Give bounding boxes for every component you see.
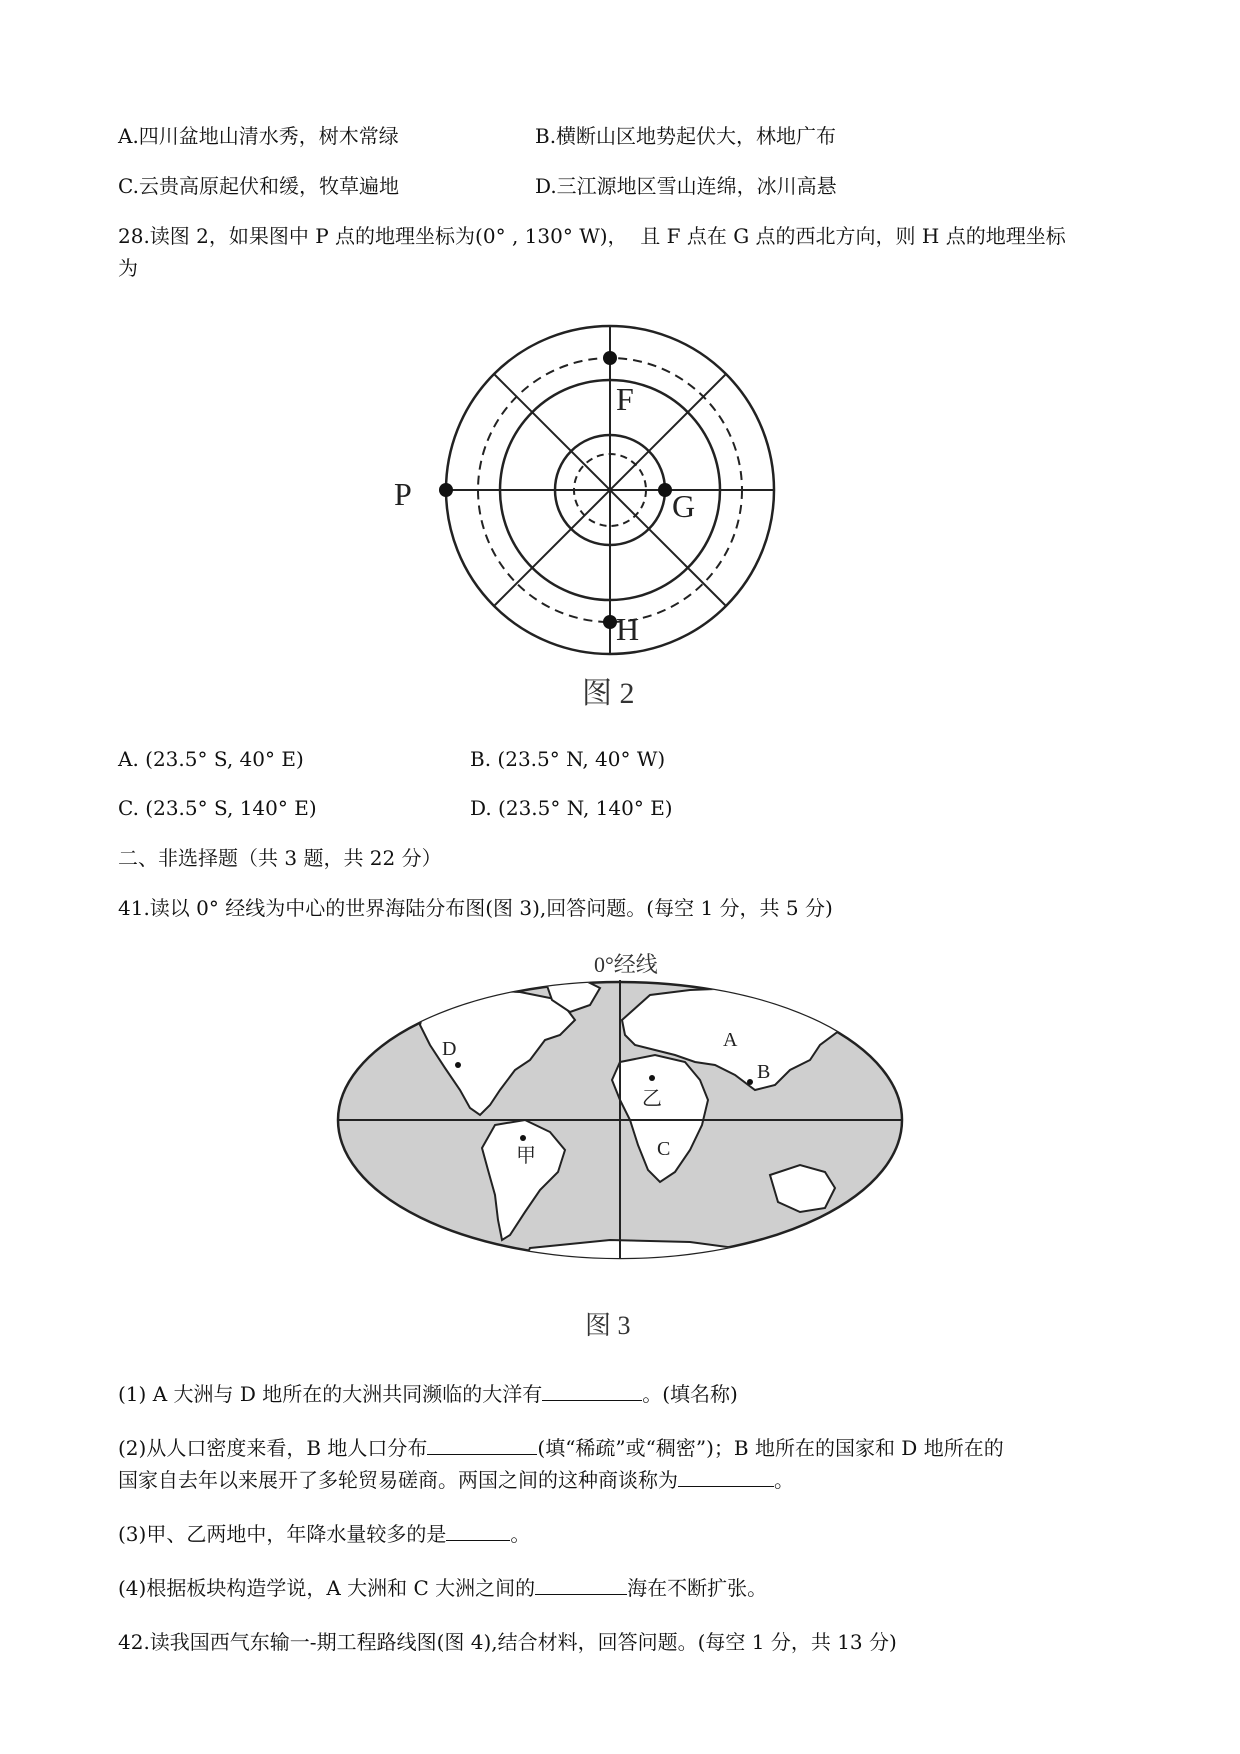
q41-sub3-suffix: 。 <box>510 1522 531 1546</box>
figure-2-caption: 图 2 <box>582 677 635 710</box>
q27-option-d: D.三江源地区雪山连绵，冰川高悬 <box>535 174 837 198</box>
q28-option-d: D. (23.5° N, 140° E) <box>470 796 673 820</box>
q28-option-c: C. (23.5° S, 140° E) <box>118 796 317 820</box>
label-p: P <box>394 476 412 512</box>
label-b: B <box>757 1061 771 1083</box>
q42-stem: 42.读我国西气东输一-期工程路线图(图 4),结合材料，回答问题。(每空 1 分，共 13 分) <box>118 1630 897 1654</box>
section-2-heading: 二、非选择题（共 3 题，共 22 分） <box>118 846 442 870</box>
q28-option-b: B. (23.5° N, 40° W) <box>470 747 666 771</box>
figure-3-world-map <box>330 950 930 1270</box>
q28-option-a: A. (23.5° S, 40° E) <box>118 747 304 771</box>
point-d <box>455 1062 461 1068</box>
point-yi <box>649 1075 655 1081</box>
q41-sub3-text: (3)甲、乙两地中，年降水量较多的是 <box>118 1522 447 1546</box>
q41-sub4-text: (4)根据板块构造学说，A 大洲和 C 大洲之间的 <box>118 1576 536 1600</box>
point-h <box>603 615 617 629</box>
q41-sub2-mid: (填“稀疏”或“稠密”)；B 地所在的国家和 D 地所在的 <box>537 1436 1004 1460</box>
q41-sub1-text: (1) A 大洲与 D 地所在的大洲共同濒临的大洋有 <box>118 1382 543 1406</box>
map-title-prime-meridian: 0°经线 <box>594 952 658 977</box>
q41-sub2-line2-suffix: 。 <box>774 1468 794 1492</box>
figure-3-caption: 图 3 <box>585 1311 631 1340</box>
q27-option-b: B.横断山区地势起伏大，林地广布 <box>535 124 837 148</box>
label-c: C <box>657 1138 671 1160</box>
q41-sub1-suffix: 。(填名称) <box>642 1382 738 1406</box>
label-g: G <box>672 488 696 524</box>
q27-option-c: C.云贵高原起伏和缓，牧草遍地 <box>118 174 399 198</box>
q41-sub4-blank[interactable] <box>535 1574 627 1595</box>
q28-stem-line2: 为 <box>118 256 138 280</box>
q41-sub2-line2 <box>118 1466 794 1494</box>
q41-sub1 <box>118 1380 738 1408</box>
point-p <box>439 483 453 497</box>
label-f: F <box>616 381 634 417</box>
figure-2-polar-diagram <box>394 320 820 650</box>
point-f <box>603 351 617 365</box>
label-yi: 乙 <box>642 1088 662 1110</box>
q41-sub4-suffix: 海在不断扩张。 <box>627 1576 768 1600</box>
q41-sub2-line2-text: 国家自去年以来展开了多轮贸易磋商。两国之间的这种商谈称为 <box>118 1468 678 1492</box>
q41-sub4 <box>118 1574 767 1602</box>
q41-sub2-line1 <box>118 1434 1004 1462</box>
point-g <box>658 483 672 497</box>
label-a: A <box>723 1029 738 1051</box>
label-h: H <box>616 611 640 647</box>
label-jia: 甲 <box>516 1145 536 1167</box>
label-d: D <box>442 1038 457 1060</box>
q41-sub2-blank1[interactable] <box>427 1434 537 1455</box>
q41-sub2-text: (2)从人口密度来看，B 地人口分布 <box>118 1436 428 1460</box>
q41-stem: 41.读以 0° 经线为中心的世界海陆分布图(图 3),回答问题。(每空 1 分，共 5 分) <box>118 896 833 920</box>
q28-stem-line1: 28.读图 2，如果图中 P 点的地理坐标为(0° , 130° W)， 且 F 点在 G 点的西北方向，则 H 点的地理坐标 <box>118 224 1066 248</box>
q41-sub2-blank2[interactable] <box>678 1466 774 1487</box>
point-jia <box>520 1135 526 1141</box>
point-b <box>747 1079 753 1085</box>
q41-sub1-blank[interactable] <box>542 1380 642 1401</box>
q27-option-a: A.四川盆地山清水秀，树木常绿 <box>118 124 399 148</box>
q41-sub3 <box>118 1520 530 1548</box>
q41-sub3-blank[interactable] <box>446 1520 510 1541</box>
